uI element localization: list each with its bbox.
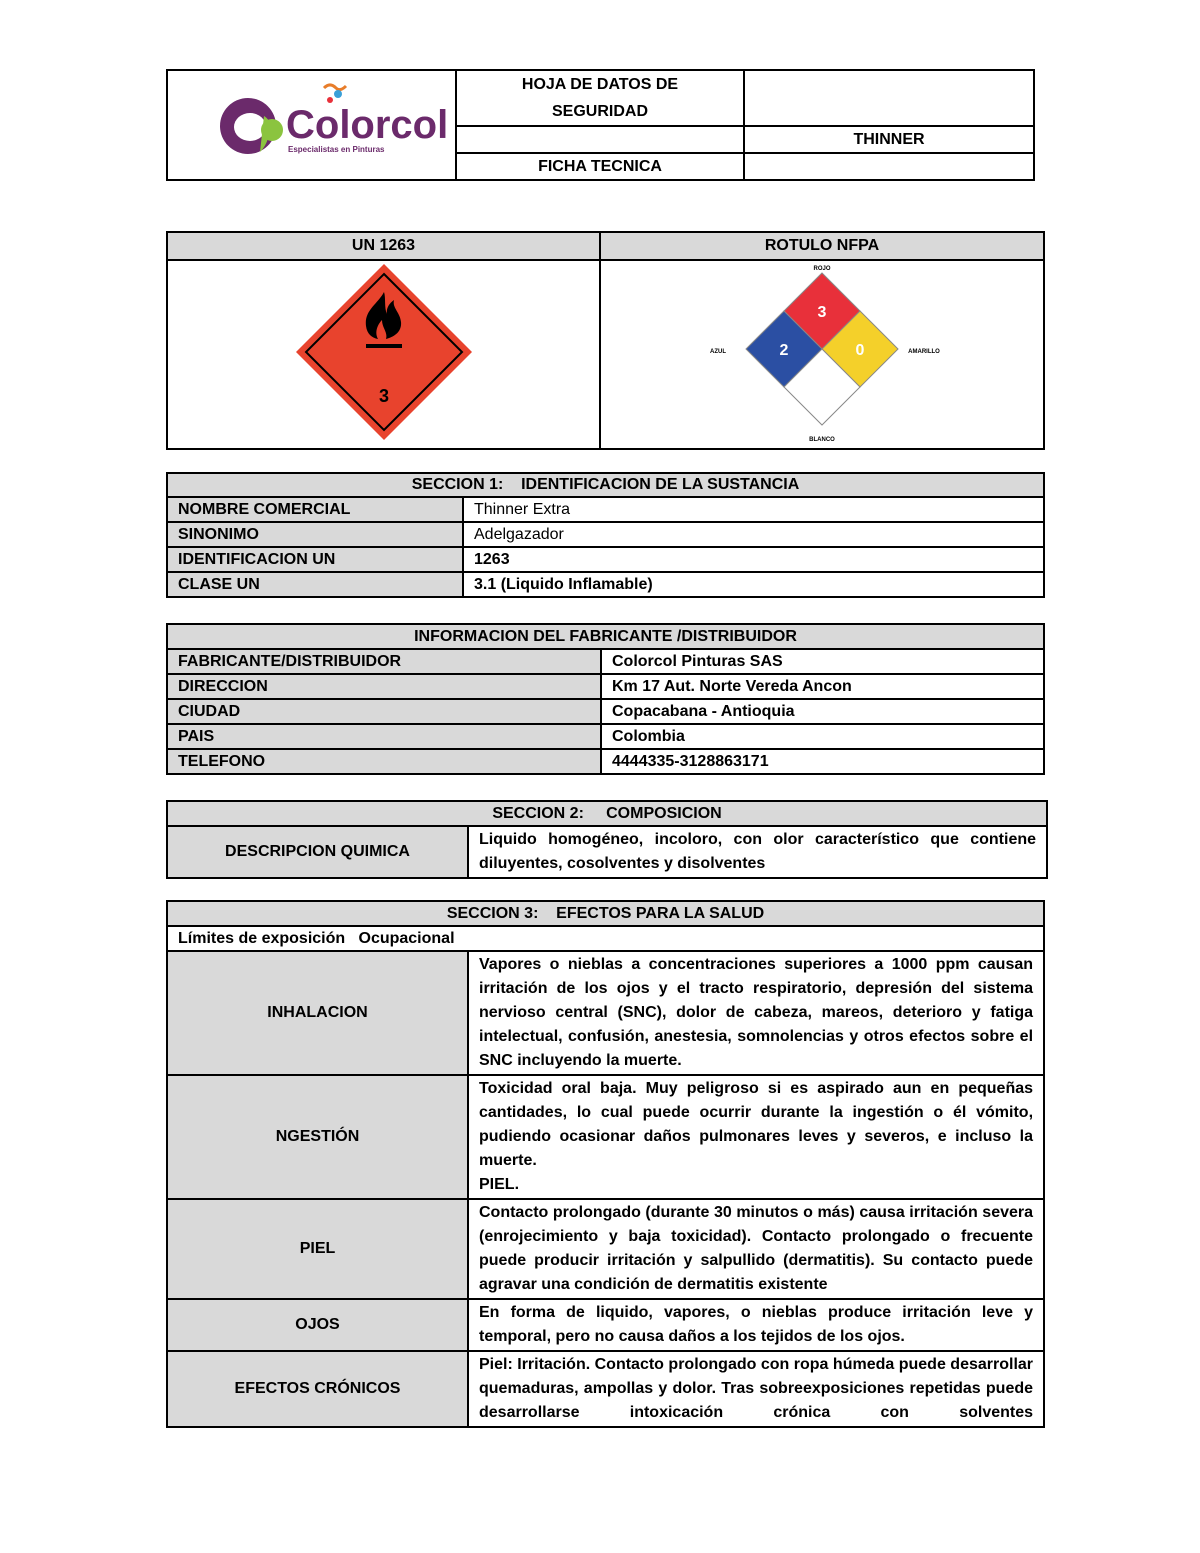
placard-class-number: 3 [378,386,389,406]
product-name: THINNER [744,126,1034,153]
nfpa-red-caption: ROJO [813,266,831,272]
section3-table [166,900,1045,1428]
section1-title: SECCION 1: IDENTIFICACION DE LA SUSTANCIA [167,473,1044,497]
table-row: PIEL Contacto prolongado (durante 30 minutos o más) causa irritación severa (enrojecimiento y baja toxicidad). Contacto prolongado o frecuente puede producir irritación y salpullido (dermatitis). Su contacto puede agravar una condición de dermatitis existente [167,1199,1044,1299]
table-row: DIRECCION Km 17 Aut. Norte Vereda Ancon [167,674,1044,699]
section3-title: SECCION 3: EFECTOS PARA LA SALUD [167,901,1044,926]
section2-label: DESCRIPCION QUIMICA [167,826,468,878]
logo-tagline: Especialistas en Pinturas [287,144,384,154]
manufacturer-title: INFORMACION DEL FABRICANTE /DISTRIBUIDOR [167,624,1044,649]
header-table [166,69,1035,181]
table-row: IDENTIFICACION UN 1263 [167,547,1044,572]
nfpa-blue-value: 2 [779,342,789,359]
section1-table [166,472,1045,598]
un-label: UN 1263 [167,232,600,260]
doc-title: HOJA DE DATOS DE SEGURIDAD [456,70,744,126]
table-row: NOMBRE COMERCIAL Thinner Extra [167,497,1044,522]
table-row: PAIS Colombia [167,724,1044,749]
section3-subheader: Límites de exposición Ocupacional [167,926,1044,951]
table-row: NGESTIÓN Toxicidad oral baja. Muy peligroso si es aspirado aun en pequeñas cantidades, lo cual puede ocurrir durante la ingestión o él vómito, pudiendo ocasionar daños pulmonares leves y severos, e incluso la muerte. PIEL. [167,1075,1044,1199]
nfpa-diamond-cell [600,260,1044,449]
logo-cell [167,70,456,180]
nfpa-yellow-value: 0 [855,342,865,359]
nfpa-blue-caption: AZUL [710,349,726,355]
nfpa-diamond [702,261,942,443]
table-row: OJOS En forma de liquido, vapores, o nieblas produce irritación leve y temporal, pero no causa daños a los tejidos de los ojos. [167,1299,1044,1351]
doc-subtitle: FICHA TECNICA [456,153,744,180]
nfpa-label: ROTULO NFPA [600,232,1044,260]
manufacturer-table [166,623,1045,775]
table-row: TELEFONO 4444335-3128863171 [167,749,1044,774]
un-placard-cell [167,260,600,449]
table-row: CIUDAD Copacabana - Antioquia [167,699,1044,724]
nfpa-health-value: 3 [817,304,827,321]
hazard-table [166,231,1045,450]
table-row: FABRICANTE/DISTRIBUIDOR Colorcol Pinturas SAS [167,649,1044,674]
table-row: SINONIMO Adelgazador [167,522,1044,547]
nfpa-white-caption: BLANCO [809,437,835,443]
section2-value: Liquido homogéneo, incoloro, con olor característico que contiene diluyentes, cosolventes y disolventes [468,826,1047,878]
colorcol-logo [212,78,448,168]
flammable-liquid-placard [294,262,474,442]
section2-title: SECCION 2: COMPOSICION [167,801,1047,826]
logo-text: Colorcol [285,102,448,147]
table-row: INHALACION Vapores o nieblas a concentraciones superiores a 1000 ppm causan irritación de los ojos y el tracto respiratorio, depresión del sistema nervioso central (SNC), dolor de cabeza, mareos, deterioro y fatiga intelectual, confusión, anestesia, somnolencias y otros efectos sobre el SNC incluyendo la muerte. [167,951,1044,1075]
table-row: CLASE UN 3.1 (Liquido Inflamable) [167,572,1044,597]
table-row: EFECTOS CRÓNICOS Piel: Irritación. Contacto prolongado con ropa húmeda puede desarrollar quemaduras, ampollas y dolor. Tras sobreexposiciones repetidas puede desarrollarse intoxicación crónica con solventes [167,1351,1044,1427]
section2-table [166,800,1048,879]
nfpa-yellow-caption: AMARILLO [908,349,940,355]
